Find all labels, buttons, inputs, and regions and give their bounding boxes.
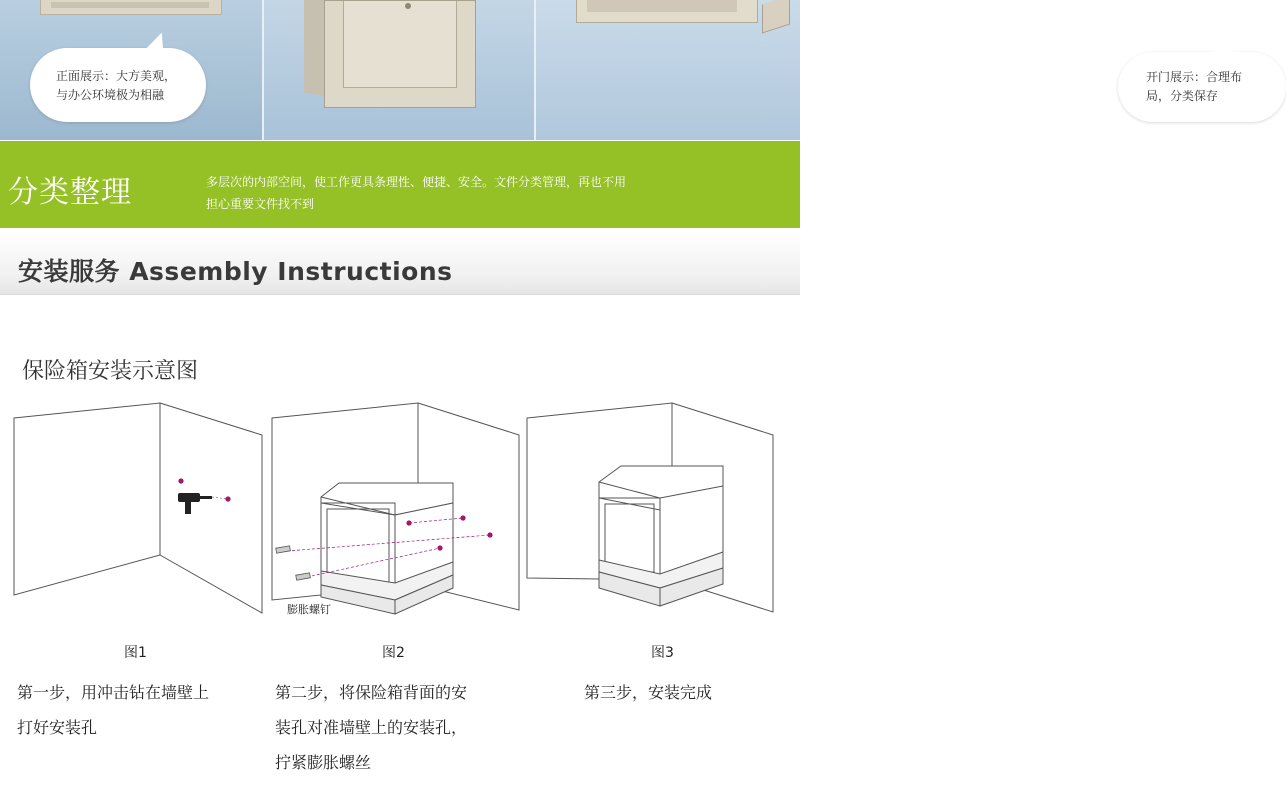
hole-marker [460,515,465,520]
bubble-line: 正面展示：大方美观， [56,69,177,83]
step-line: 第一步，用冲击钻在墙壁上 [17,683,210,702]
step-line: 第二步，将保险箱背面的安 [275,683,468,702]
screw-label: 膨胀螺钉 [287,603,331,616]
bubble-line: 局，分类保存 [1146,89,1219,103]
safe-closed-image [304,0,494,106]
step-line: 打好安装孔 [17,718,98,737]
description-line: 担心重要文件找不到 [206,197,315,211]
figure-1-walls [14,403,262,613]
hole-marker [225,496,230,501]
hole-marker [178,478,183,483]
safe-open-image [576,0,796,30]
step-1-text [17,675,209,745]
step-line: 拧紧膨胀螺丝 [275,753,372,772]
step-line: 装孔对准墙壁上的安装孔， [275,718,468,737]
safe-closed-panel [264,0,534,140]
hole-marker [406,520,411,525]
category-bar [0,141,800,228]
safe-front-image [40,0,222,15]
section-title: 安装服务 Assembly Instructions [18,257,453,286]
front-view-panel [0,0,262,140]
step-2-text [275,675,467,780]
hole-marker [487,532,492,537]
installation-diagram [0,395,800,625]
figure-2-label: 图2 [382,645,405,661]
hole-marker [437,545,442,550]
bubble-line: 与办公环境极为相融 [56,88,165,102]
figure-1-label: 图1 [124,645,147,661]
open-view-panel [536,0,1243,140]
step-line: 第三步，安装完成 [584,683,713,702]
category-title: 分类整理 [8,175,132,210]
step-3-text [584,675,712,710]
category-description [206,171,766,215]
front-view-bubble [30,48,206,122]
open-view-bubble [1118,52,1286,122]
description-line: 多层次的内部空间，使工作更具条理性、便捷、安全。文件分类管理，再也不用 [206,175,627,189]
bubble-line: 开门展示：合理布 [1146,70,1243,84]
figure-3-label: 图3 [651,645,674,661]
product-banner [0,0,1243,140]
diagram-title: 保险箱安装示意图 [22,359,199,384]
